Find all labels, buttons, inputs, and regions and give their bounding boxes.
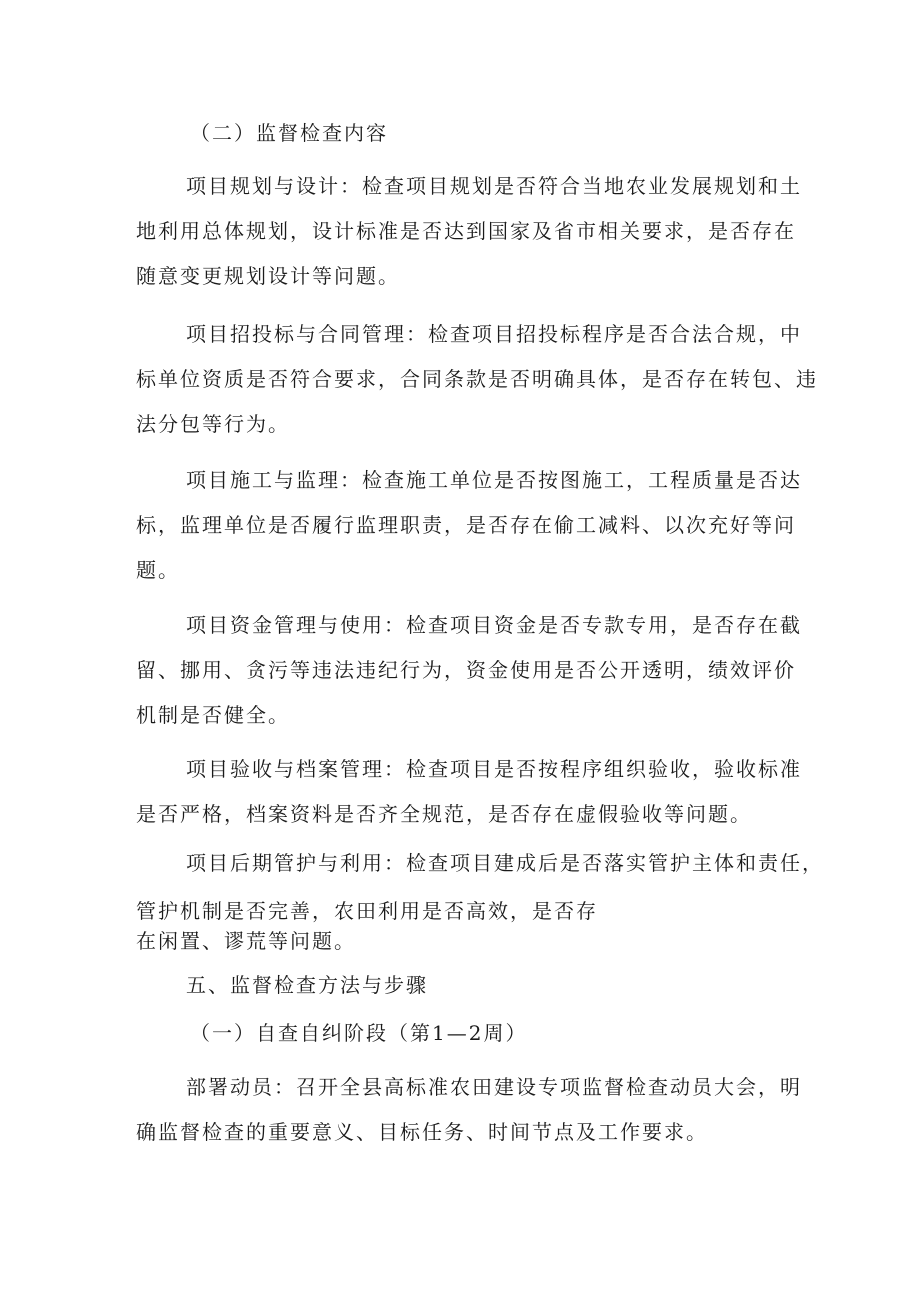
paragraph-line: 项目施工与监理：检查施工单位是否按图施工，工程质量是否达: [186, 468, 802, 492]
subsection-heading-self-check: （一）自查自纠阶段（第1—2周）: [190, 1021, 528, 1045]
paragraph-line: 项目验收与档案管理：检查项目是否按程序组织验收，验收标准: [186, 757, 802, 781]
paragraph-line: 是否严格，档案资料是否齐全规范，是否存在虚假验收等问题。: [136, 802, 752, 826]
paragraph-line: 项目招投标与合同管理：检查项目招投标程序是否合法合规，中: [186, 322, 802, 346]
paragraph-line: 随意变更规划设计等问题。: [136, 264, 400, 288]
section-heading-content: （二）监督检查内容: [190, 121, 388, 145]
paragraph-line: 项目规划与设计：检查项目规划是否符合当地农业发展规划和土: [186, 174, 802, 198]
paragraph-line: 部署动员：召开全县高标准农田建设专项监督检查动员大会，明: [186, 1075, 802, 1099]
paragraph-line: 标，监理单位是否履行监理职责，是否存在偷工减料、以次充好等问: [136, 513, 796, 537]
paragraph-line: 在闲置、谬荒等问题。: [136, 929, 356, 953]
paragraph-line: 项目资金管理与使用：检查项目资金是否专款专用，是否存在截: [186, 613, 802, 637]
paragraph-line: 标单位资质是否符合要求，合同条款是否明确具体，是否存在转包、违: [136, 367, 818, 391]
paragraph-line: 法分包等行为。: [136, 412, 290, 436]
paragraph-line: 地利用总体规划，设计标准是否达到国家及省市相关要求，是否存在: [136, 219, 796, 243]
paragraph-line: 机制是否健全。: [136, 703, 290, 727]
paragraph-line: 项目后期管护与利用：检查项目建成后是否落实管护主体和责任，: [186, 851, 824, 875]
paragraph-line: 管护机制是否完善，农田利用是否高效，是否存: [136, 899, 598, 923]
section-heading-methods: 五、监督检查方法与步骤: [186, 973, 428, 997]
paragraph-line: 确监督检查的重要意义、目标任务、时间节点及工作要求。: [136, 1120, 708, 1144]
paragraph-line: 题。: [136, 558, 180, 582]
paragraph-line: 留、挪用、贪污等违法违纪行为，资金使用是否公开透明，绩效评价: [136, 658, 796, 682]
